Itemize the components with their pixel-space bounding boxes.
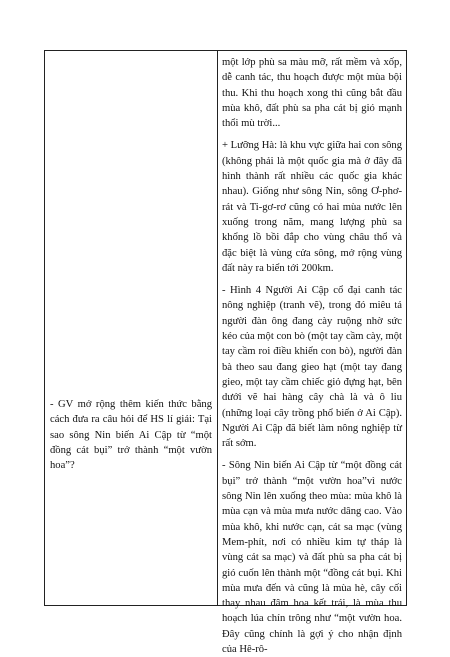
content-cell [222, 55, 402, 657]
paragraph-figure-4: - Hình 4 Người Ai Cập cổ đại canh tác nông nghiệp (tranh vẽ), trong đó miêu tả người đàn ông đang cày ruộng nhờ sức kéo của một con bò (một tay cầm cày, một tay cầm roi điều khiển con bò), người đàn bà theo sau đang gieo hạt (một tay đang gieo, một tay cầm chiếc giỏ đựng hạt, bên dưới vẽ hai hàng cây chà là và ô liu (những loại cây trồng phổ biến ở Ai Cập). Người Ai Cập đã biết làm nông nghiệp từ rất sớm. [222, 285, 402, 450]
teacher-question-text: - GV mở rộng thêm kiến thức bằng cách đưa ra câu hỏi để HS lí giải: Tại sao sông Nin biến Ai Cập từ “một đồng cát bụi” trở thành “một vườn hoa”? [50, 399, 212, 472]
paragraph-nile-answer: - Sông Nin biến Ai Cập từ “một đồng cát bụi” trở thành “một vườn hoa”vì nước sông Nin lên xuống theo mùa: mùa khô là mùa cạn và mùa mưa nước dâng cao. Vào mùa khô, khi nước cạn, cát sa mạc (vùng Mem-phít, nơi có nhiều kim tự tháp là vùng cát sa mạc) và đất phù sa pha cát bị gió cuốn lên thành một “đồng cát bụi. Khi mùa mưa đến và cũng là mùa hè, cây cối thay nhau đâm hoa kết trái, là mùa thu hoạch lúa chín trông như “một vườn hoa. Đây cũng chính là gợi ý cho nhận định của Hê-rô- [222, 460, 402, 655]
content-table [44, 50, 407, 655]
teacher-activity-cell [50, 397, 212, 473]
paragraph-mesopotamia: + Lưỡng Hà: là khu vực giữa hai con sông (không phải là một quốc gia mà ở đây đã hình thành rất nhiều các quốc gia khác nhau). Giống như sông Nin, sông Ơ-phơ-rát và Ti-gơ-rơ cũng có hai mùa nước lên xuống trong năm, mang lượng phù sa khổng lồ bồi đắp cho vùng châu thổ và đặc biệt là vùng cửa sông, mở rộng vùng đất này ra biển tới 200km. [222, 140, 402, 274]
column-divider [217, 51, 218, 605]
paragraph-flood-soil: một lớp phù sa màu mỡ, rất mềm và xốp, dễ canh tác, thu hoạch được một mùa bội thu. Khi thu hoạch xong thì cũng bắt đầu mùa khô, đất phù sa pha cát bị gió mạnh thổi mù trời... [222, 57, 402, 130]
